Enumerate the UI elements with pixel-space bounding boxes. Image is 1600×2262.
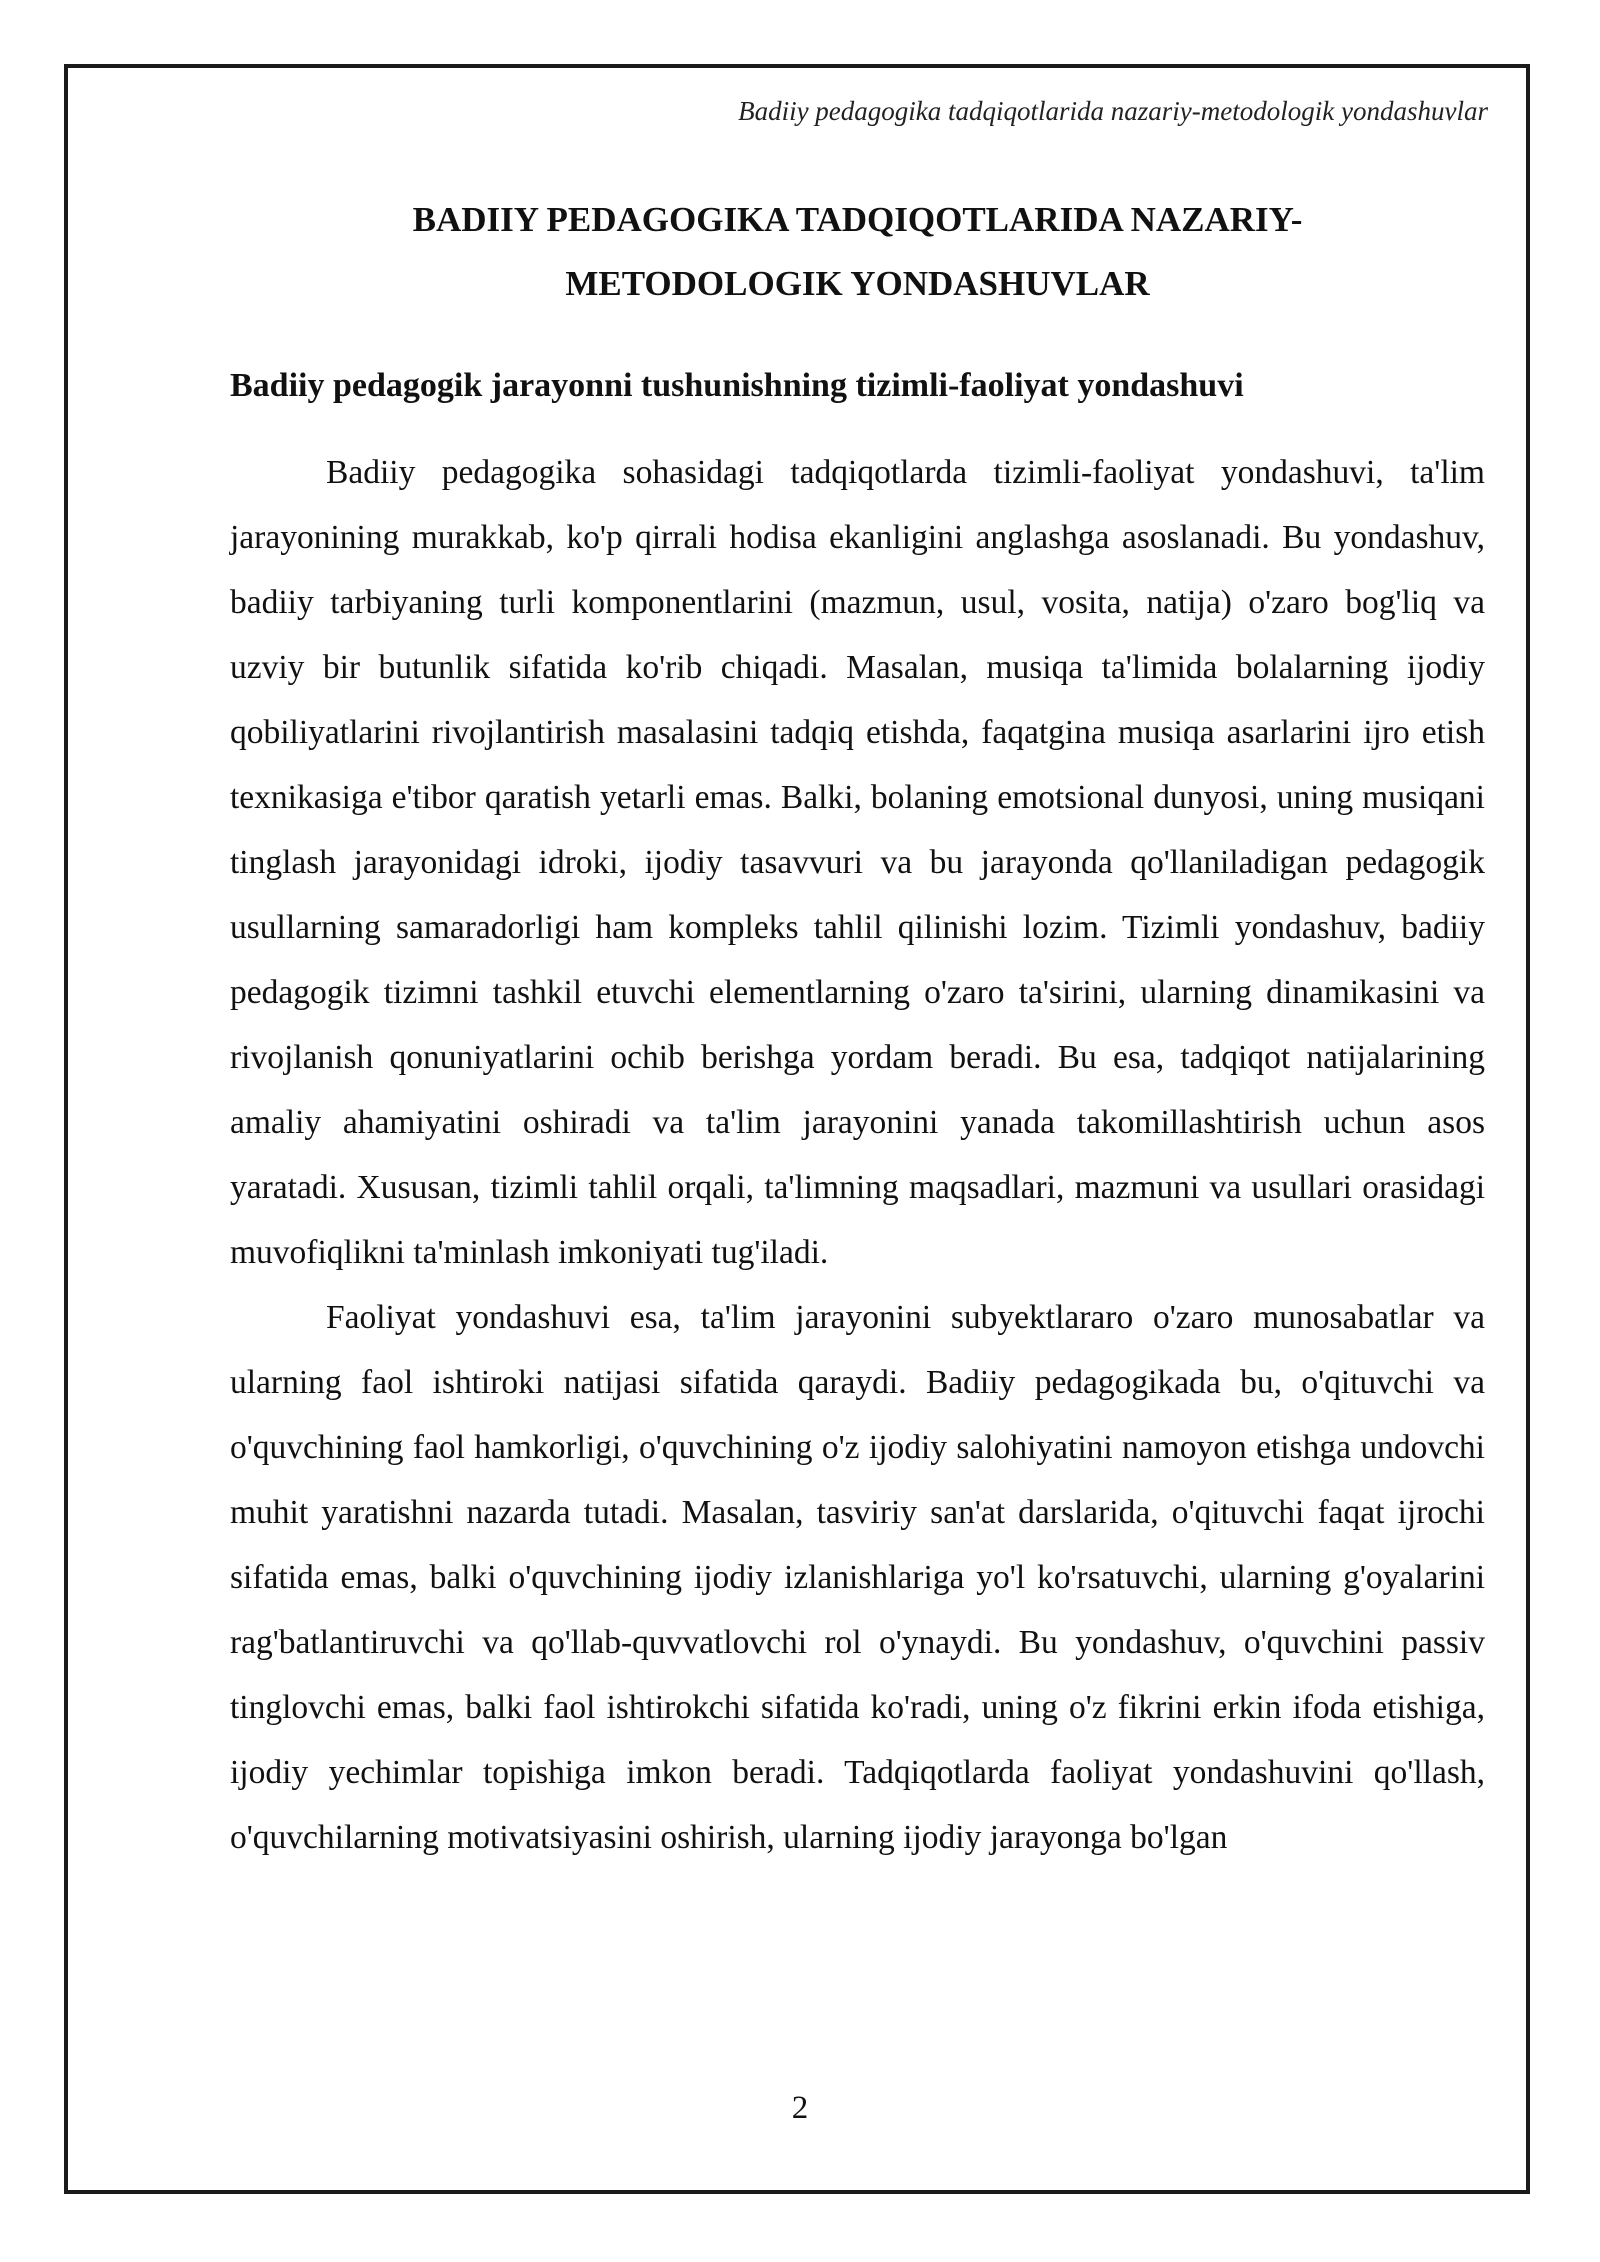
document-title-line-1: BADIIY PEDAGOGIKA TADQIQOTLARIDA NAZARIY- [412, 200, 1303, 239]
paragraph-1: Badiiy pedagogika sohasidagi tadqiqotlarda tizimli-faoliyat yondashuvi, ta'lim jarayonining murakkab, ko'p qirrali hodisa ekanligini anglashga asoslanadi. Bu yondashuv, badiiy tarbiyaning turli komponentlarini (mazmun, usul, vosita, natija) o'zaro bog'liq va uzviy bir butunlik sifatida ko'rib chiqadi. Masalan, musiqa ta'limida bolalarning ijodiy qobiliyatlarini rivojlantirish masalasini tadqiq etishda, faqatgina musiqa asarlarini ijro etish texnikasiga e'tibor qaratish yetarli emas. Balki, bolaning emotsional dunyosi, uning musiqani tinglash jarayonidagi idroki, ijodiy tasavvuri va bu jarayonda qo'llaniladigan pedagogik usullarning samaradorligi ham kompleks tahlil qilinishi lozim. Tizimli yondashuv, badiiy pedagogik tizimni tashkil etuvchi elementlarning o'zaro ta'sirini, ularning dinamikasini va rivojlanish qonuniyatlarini ochib berishga yordam beradi. Bu esa, tadqiqot natijalarining amaliy ahamiyatini oshiradi va ta'lim jarayonini yanada takomillashtirish uchun asos yaratadi. Xususan, tizimli tahlil orqali, ta'limning maqsadlari, mazmuni va usullari orasidagi muvofiqlikni ta'minlash imkoniyati tug'iladi. [230, 454, 1485, 1271]
section-heading: Badiiy pedagogik jarayonni tushunishning tizimli-faoliyat yondashuvi [230, 367, 1244, 404]
running-header: Badiiy pedagogika tadqiqotlarida nazariy-metodologik yondashuvlar [738, 96, 1488, 126]
document-title [230, 188, 1485, 316]
body-text [230, 440, 1485, 1870]
paragraph-2: Faoliyat yondashuvi esa, ta'lim jarayonini subyektlararo o'zaro munosabatlar va ularning faol ishtiroki natijasi sifatida qaraydi. Badiiy pedagogikada bu, o'qituvchi va o'quvchining faol hamkorligi, o'quvchining o'z ijodiy salohiyatini namoyon etishga undovchi muhit yaratishni nazarda tutadi. Masalan, tasviriy san'at darslarida, o'qituvchi faqat ijrochi sifatida emas, balki o'quvchining ijodiy izlanishlariga yo'l ko'rsatuvchi, ularning g'oyalarini rag'batlantiruvchi va qo'llab-quvvatlovchi rol o'ynaydi. Bu yondashuv, o'quvchini passiv tinglovchi emas, balki faol ishtirokchi sifatida ko'radi, uning o'z fikrini erkin ifoda etishiga, ijodiy yechimlar topishiga imkon beradi. Tadqiqotlarda faoliyat yondashuvini qo'llash, o'quvchilarning motivatsiyasini oshirish, ularning ijodiy jarayonga bo'lgan [230, 1299, 1485, 1856]
document-title-line-2: METODOLOGIK YONDASHUVLAR [565, 264, 1150, 303]
page-number: 2 [791, 2090, 809, 2126]
